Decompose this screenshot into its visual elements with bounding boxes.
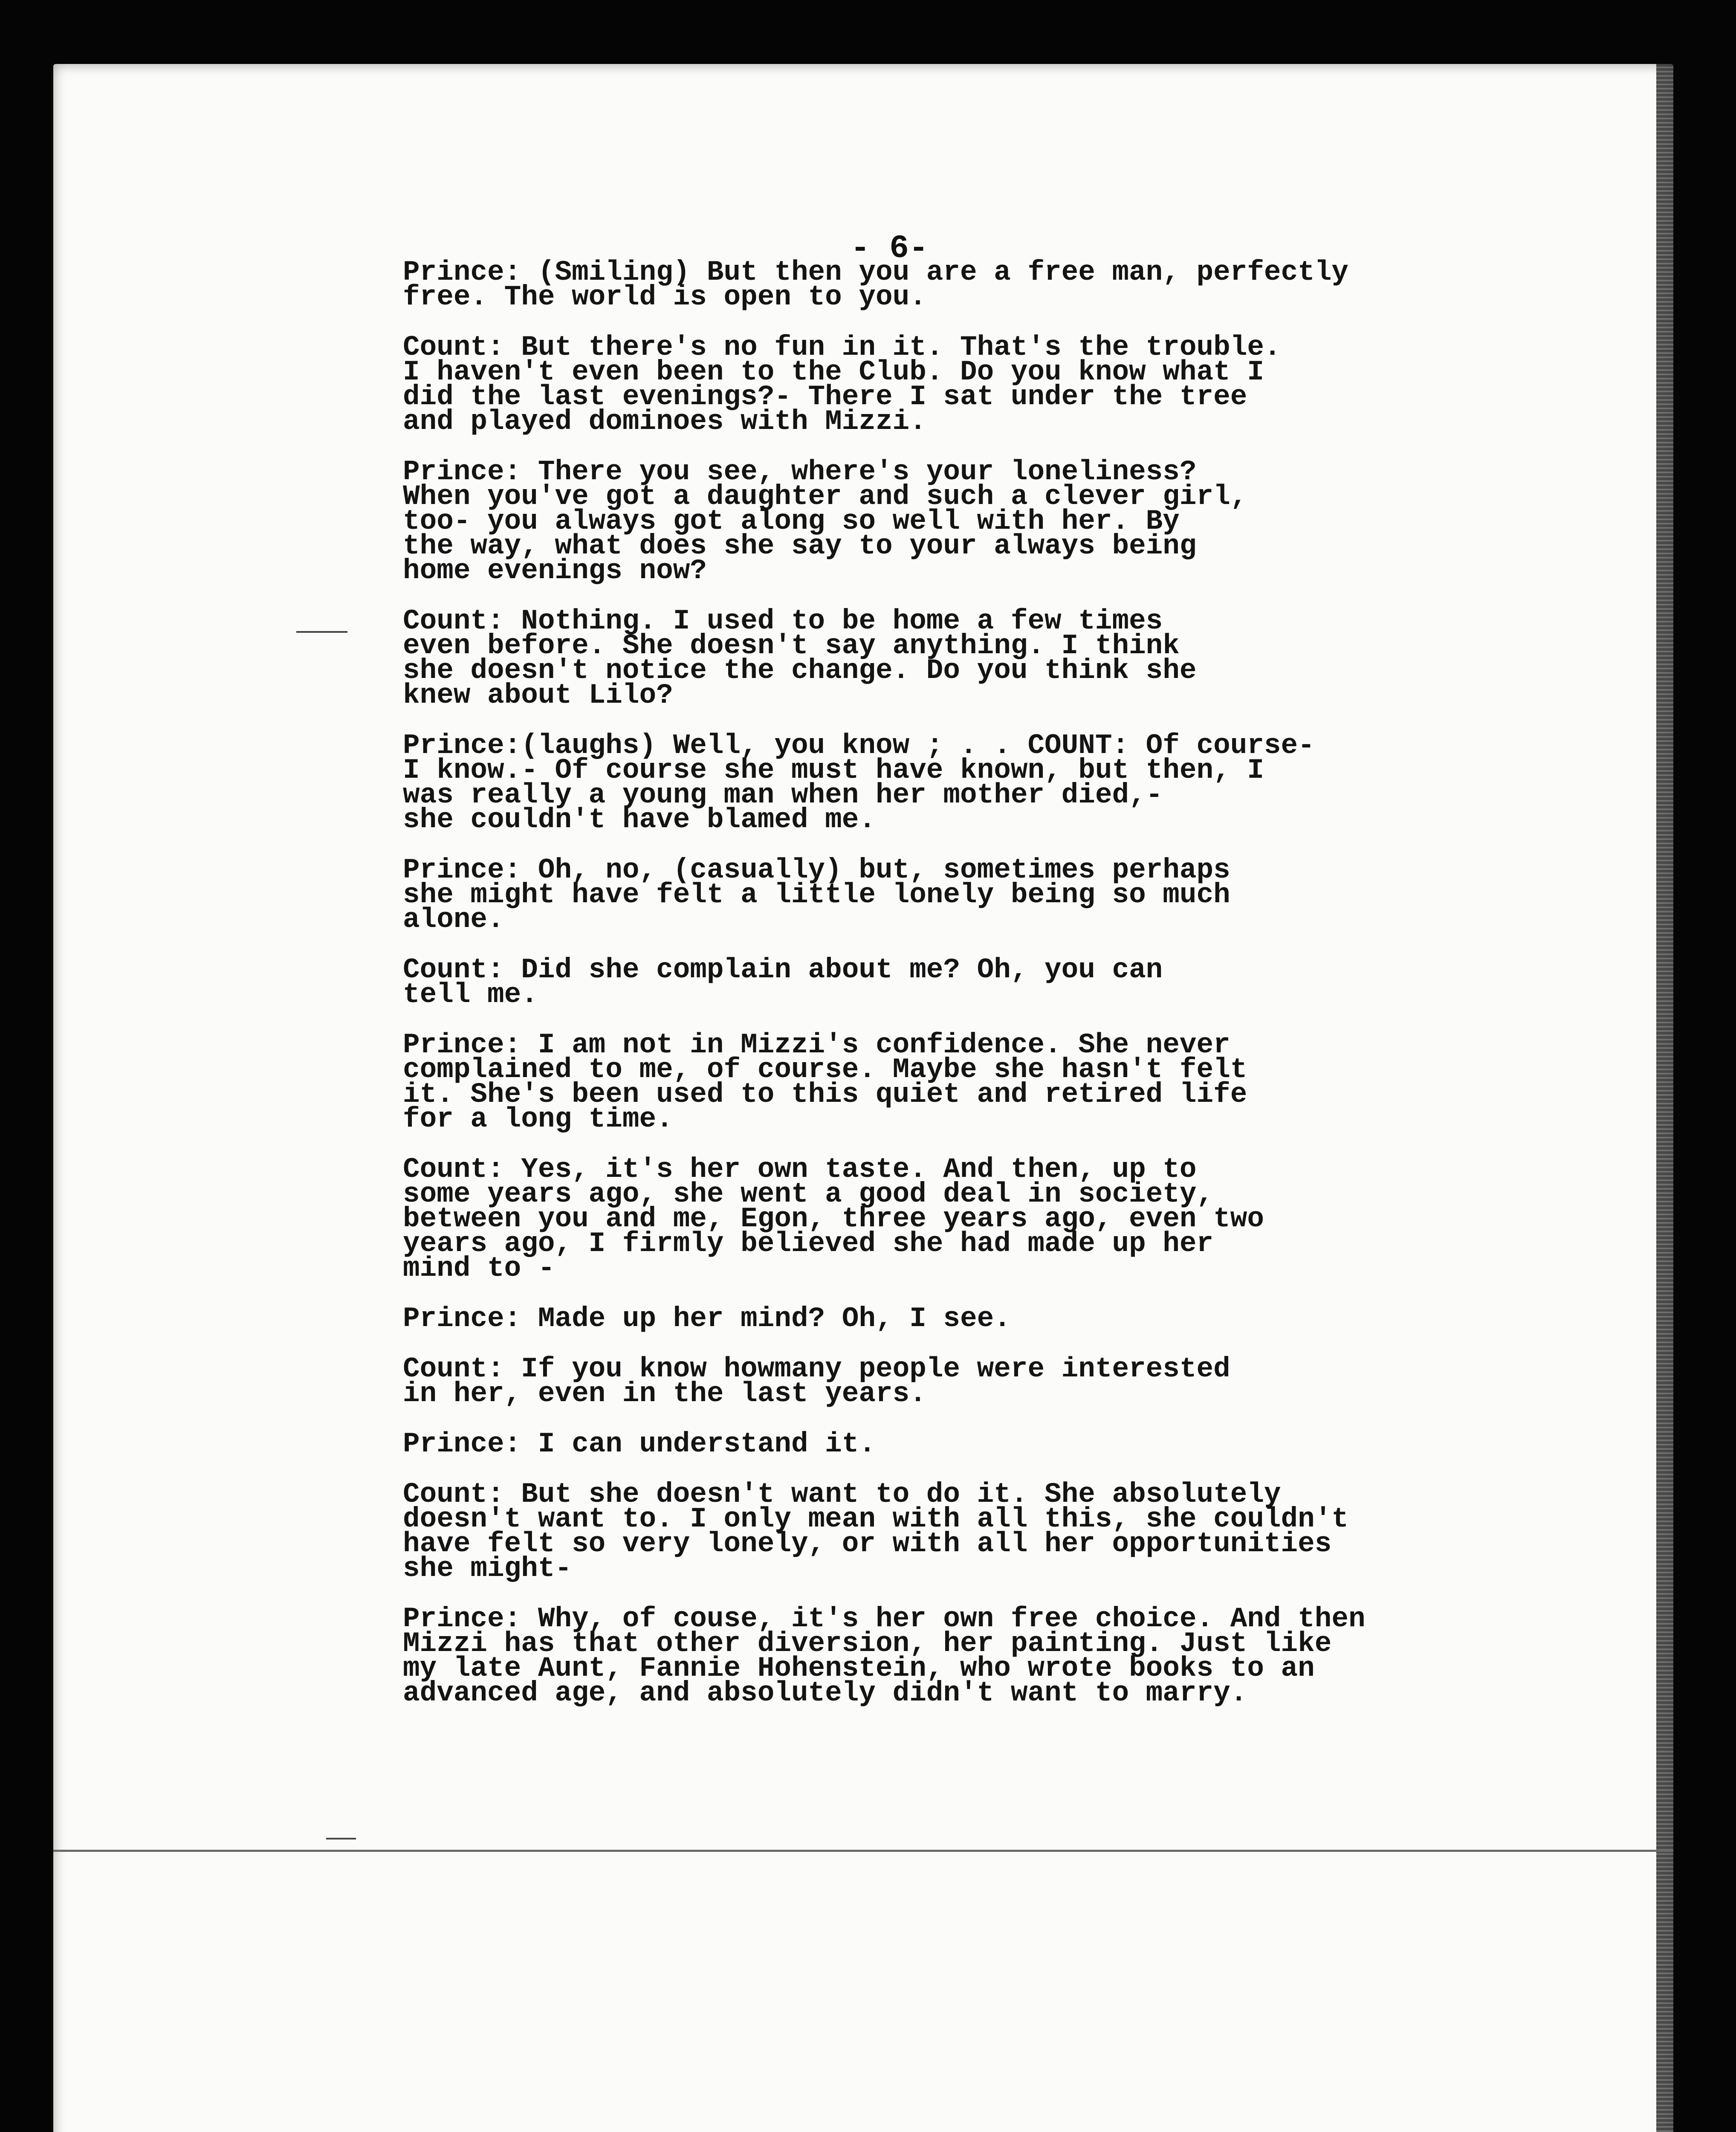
paragraph [403, 1303, 1639, 1335]
text-line: years ago, I firmly believed she had made up her [403, 1228, 1214, 1260]
paragraph [403, 954, 1639, 1011]
text-line: tell me. [403, 979, 538, 1011]
text-line: she might- [403, 1553, 572, 1585]
paragraph [403, 1428, 1639, 1460]
text-line: Count: If you know howmany people were interested [403, 1353, 1230, 1385]
text-line: I haven't even been to the Club. Do you know what I [403, 356, 1264, 388]
text-line: she couldn't have blamed me. [403, 804, 876, 836]
text-line: and played dominoes with Mizzi. [403, 406, 926, 437]
text-line: knew about Lilo? [403, 679, 673, 711]
text-line: Prince: (Smiling) But then you are a free man, perfectly [403, 256, 1348, 288]
paragraph [403, 1603, 1639, 1709]
text-line: Prince: There you see, where's your loneliness? [403, 456, 1197, 488]
text-line: Count: Did she complain about me? Oh, you can [403, 954, 1163, 986]
paragraph [403, 1029, 1639, 1135]
paragraph [403, 1353, 1639, 1410]
paragraph [403, 854, 1639, 936]
paragraph [403, 1153, 1639, 1284]
text-line: mind to - [403, 1252, 555, 1284]
text-line: Prince:(laughs) Well, you know ; . . COUNT: Of course- [403, 730, 1315, 762]
text-line: between you and me, Egon, three years ago, even two [403, 1203, 1264, 1235]
text-line: in her, even in the last years. [403, 1378, 926, 1410]
typescript-page [53, 64, 1673, 2132]
text-line: free. The world is open to you. [403, 281, 926, 313]
text-line: did the last evenings?- There I sat under the tree [403, 381, 1247, 413]
text-line: my late Aunt, Fannie Hohenstein, who wrote books to an [403, 1652, 1315, 1684]
text-line: the way, what does she say to your always being [403, 530, 1197, 562]
text-line: it. She's been used to this quiet and retired life [403, 1078, 1247, 1110]
paragraph [403, 256, 1639, 313]
document-body [403, 256, 1639, 1731]
text-line: even before. She doesn't say anything. I think [403, 630, 1180, 662]
text-line: home evenings now? [403, 555, 707, 587]
page-number: - 6- [851, 230, 929, 267]
text-line: for a long time. [403, 1103, 673, 1135]
text-line: Mizzi has that other diversion, her painting. Just like [403, 1628, 1332, 1660]
text-line: Count: But there's no fun in it. That's the trouble. [403, 331, 1281, 363]
text-line: Prince: I am not in Mizzi's confidence. She never [403, 1029, 1230, 1061]
text-line: she doesn't notice the change. Do you think she [403, 655, 1197, 687]
text-line: was really a young man when her mother died,- [403, 779, 1163, 811]
text-line: Prince: Made up her mind? Oh, I see. [403, 1303, 1011, 1335]
text-line: some years ago, she went a good deal in society, [403, 1178, 1214, 1210]
paragraph [403, 605, 1639, 711]
text-line: Count: Nothing. I used to be home a few times [403, 605, 1163, 637]
paragraph [403, 456, 1639, 587]
text-line: I know.- Of course she must have known, but then, I [403, 754, 1264, 786]
fold-line [53, 1850, 1673, 1852]
text-line: complained to me, of course. Maybe she hasn't felt [403, 1054, 1247, 1086]
paragraph [403, 1478, 1639, 1585]
text-line: doesn't want to. I only mean with all this, she couldn't [403, 1503, 1348, 1535]
text-line: she might have felt a little lonely being so much [403, 879, 1230, 911]
text-line: alone. [403, 904, 504, 936]
text-line: Prince: I can understand it. [403, 1428, 876, 1460]
text-line: When you've got a daughter and such a clever girl, [403, 481, 1247, 513]
text-line: advanced age, and absolutely didn't want to marry. [403, 1677, 1247, 1709]
paragraph [403, 730, 1639, 836]
page-edge [1656, 64, 1673, 2132]
paragraph [403, 331, 1639, 437]
text-line: too- you always got along so well with her. By [403, 505, 1180, 537]
text-line: Prince: Why, of couse, it's her own free choice. And then [403, 1603, 1366, 1635]
text-line: Prince: Oh, no, (casually) but, sometimes perhaps [403, 854, 1230, 886]
margin-mark [326, 1838, 356, 1839]
margin-mark [296, 631, 347, 633]
text-line: Count: But she doesn't want to do it. She absolutely [403, 1478, 1281, 1510]
text-line: have felt so very lonely, or with all her opportunities [403, 1528, 1332, 1560]
text-line: Count: Yes, it's her own taste. And then, up to [403, 1153, 1197, 1185]
